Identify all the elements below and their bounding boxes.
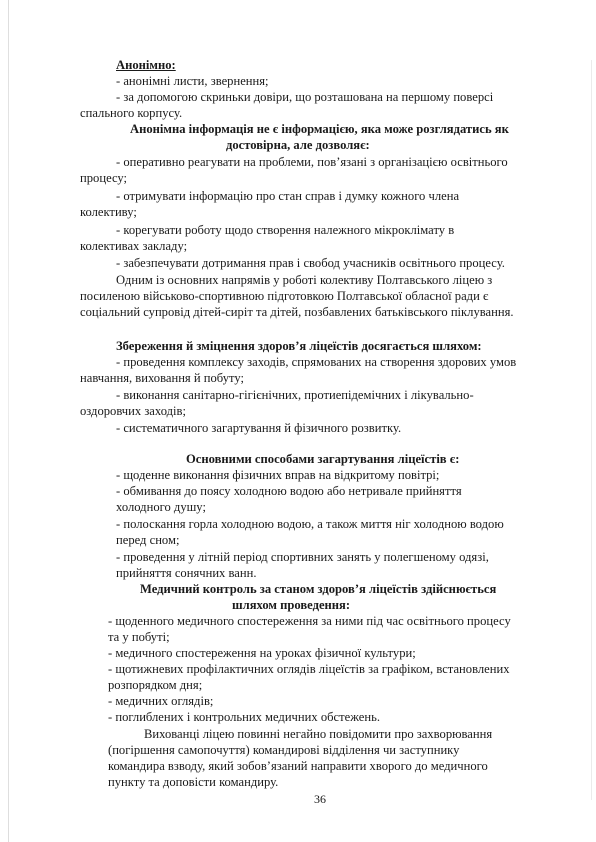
final-paragraph-line: (погіршення самопочуття) командирові відділення чи заступнику [108,743,460,757]
scan-edge-right [591,60,592,800]
scan-edge-left [8,0,9,842]
health-item: - виконання санітарно-гігієнічних, протиепідемічних і лікувально- [116,388,474,402]
medical-item-cont: та у побуті; [108,630,170,644]
page-number: 36 [314,792,326,806]
allows-item: - отримувати інформацію про стан справ і думку кожного члена [116,189,460,203]
anon-info-heading: Анонімна інформація не є інформацією, яка може розглядатись як [130,122,509,136]
harden-item: - обмивання до поясу холодною водою або нетривале прийняття [116,484,462,498]
harden-item-cont: прийняття сонячних ванн. [116,566,257,580]
health-item-cont: оздоровчих заходів; [80,404,186,418]
harden-item: - полоскання горла холодною водою, а також миття ніг холодною водою [116,517,504,531]
anon-info-heading: достовірна, але дозволяє: [226,138,370,152]
allows-item-cont: колективу; [80,205,137,219]
medical-item: - щоденного медичного спостереження за ними під час освітнього процесу [108,614,511,628]
medical-item-cont: розпорядком дня; [108,678,203,692]
harden-item-cont: перед сном; [116,533,180,547]
health-heading: Збереження й зміцнення здоров’я ліцеїстів досягається шляхом: [116,339,482,353]
harden-item: - щоденне виконання фізичних вправ на відкритому повітрі; [116,468,440,482]
medical-item: - щотижневих профілактичних оглядів ліцеїстів за графіком, встановлених [108,662,510,676]
harden-item: - проведення у літній період спортивних занять у полегшеному одязі, [116,550,489,564]
allows-item-cont: процесу; [80,171,128,185]
anon-item: - за допомогою скриньки довіри, що розташована на першому поверсі [116,90,494,104]
main-paragraph-line: Одним із основних напрямів у роботі колективу Полтавського ліцею з [116,273,493,287]
allows-item-cont: колективах закладу; [80,239,188,253]
main-paragraph-line: посиленою військово-спортивною підготовкою Полтавської обласної ради є [80,289,489,303]
medical-heading: шляхом проведення: [232,598,351,612]
medical-item: - медичного спостереження на уроках фізичної культури; [108,646,416,660]
medical-heading: Медичний контроль за станом здоров’я ліцеїстів здійснюється [140,582,497,596]
medical-item: - медичних оглядів; [108,694,214,708]
final-paragraph-line: Вихованці ліцею повинні негайно повідомити про захворювання [144,727,493,741]
allows-item: - оперативно реагувати на проблеми, пов’язані з організацією освітнього [116,155,508,169]
harden-heading: Основними способами загартування ліцеїстів є: [186,452,460,466]
allows-item: - забезпечувати дотримання прав і свобод учасників освітнього процесу. [116,256,505,270]
health-item: - проведення комплексу заходів, спрямованих на створення здорових умов [116,355,517,369]
allows-item: - корегувати роботу щодо створення належного мікроклімату в [116,223,455,237]
final-paragraph-line: командира взводу, який зобов’язаний направити хворого до медичного [108,759,488,773]
anon-item-cont: спального корпусу. [80,106,183,120]
anon-item: - анонімні листи, звернення; [116,74,269,88]
final-paragraph-line: пункту та доповісти командиру. [108,775,279,789]
health-item: - систематичного загартування й фізичного розвитку. [116,421,402,435]
medical-item: - поглиблених і контрольних медичних обстежень. [108,710,380,724]
anon-heading: Анонімно: [116,58,176,72]
main-paragraph-line: соціальний супровід дітей-сиріт та дітей, позбавлених батьківського піклування. [80,305,514,319]
harden-item-cont: холодного душу; [116,500,206,514]
health-item-cont: навчання, виховання й побуту; [80,371,244,385]
